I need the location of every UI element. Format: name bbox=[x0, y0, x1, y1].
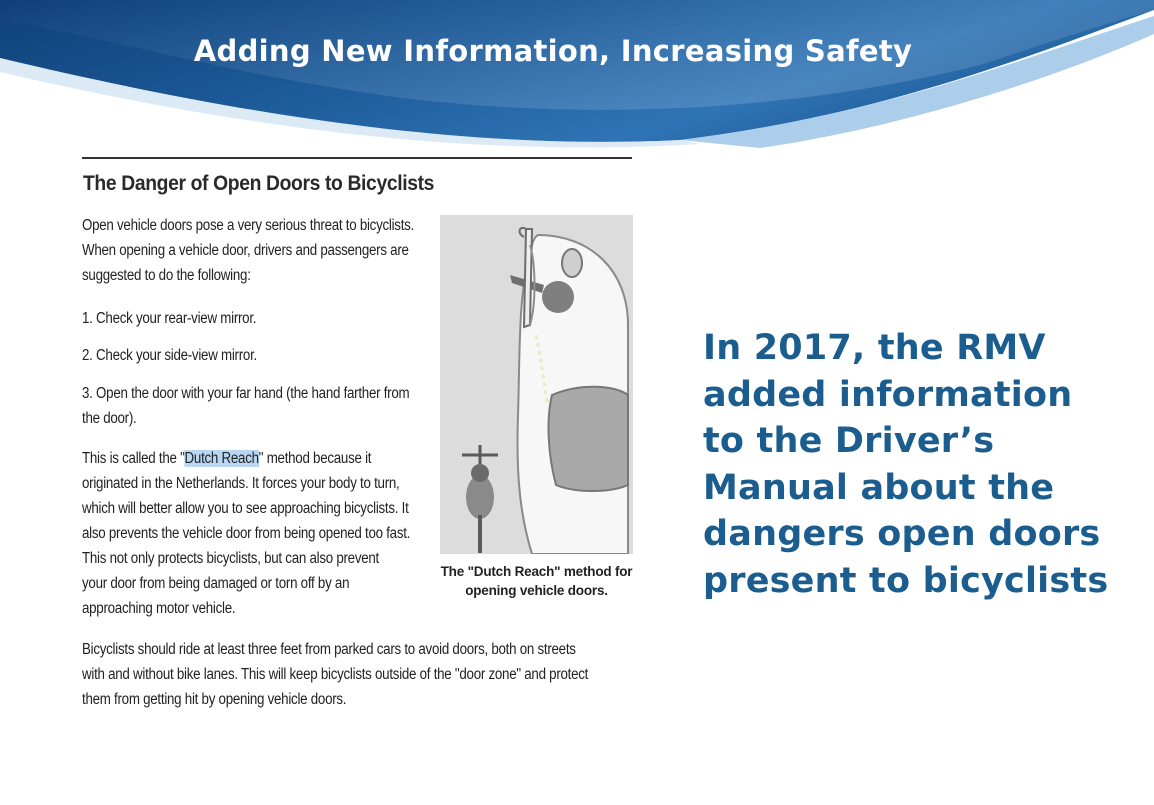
dutch-reach-illustration-icon bbox=[440, 215, 633, 554]
step-3-continued: the door). bbox=[82, 410, 137, 427]
explanation-first-line bbox=[82, 446, 371, 471]
callout-text: In 2017, the RMV added information to the Driver’s Manual about the dangers open doors present to bicyclists bbox=[703, 328, 1109, 601]
header-banner bbox=[0, 0, 1154, 150]
slide-title: Adding New Information, Increasing Safety bbox=[193, 34, 913, 68]
explanation-line: your door from being damaged or torn off by an bbox=[82, 575, 350, 592]
explanation-prefix: This is called the " bbox=[82, 450, 185, 467]
explanation-line: originated in the Netherlands. It forces your body to turn, bbox=[82, 475, 400, 492]
step-1: 1. Check your rear-view mirror. bbox=[82, 310, 257, 327]
section-heading: The Danger of Open Doors to Bicyclists bbox=[83, 172, 435, 195]
closing-line: them from getting hit by opening vehicle doors. bbox=[82, 691, 347, 708]
figure-caption: The "Dutch Reach" method for opening vehicle doors. bbox=[440, 564, 633, 598]
step-2: 2. Check your side-view mirror. bbox=[82, 347, 257, 364]
step-3: 3. Open the door with your far hand (the hand farther from bbox=[82, 385, 410, 402]
top-divider bbox=[82, 157, 632, 159]
intro-line: suggested to do the following: bbox=[82, 267, 251, 284]
explanation-suffix: " method because it bbox=[258, 450, 372, 467]
intro-line: When opening a vehicle door, drivers and passengers are bbox=[82, 242, 409, 259]
explanation-line: approaching motor vehicle. bbox=[82, 600, 236, 617]
closing-line: with and without bike lanes. This will keep bicyclists outside of the "door zone" and protect bbox=[82, 666, 589, 683]
explanation-line: also prevents the vehicle door from being opened too fast. bbox=[82, 525, 411, 542]
intro-line: Open vehicle doors pose a very serious threat to bicyclists. bbox=[82, 217, 415, 234]
closing-line: Bicyclists should ride at least three feet from parked cars to avoid doors, both on streets bbox=[82, 641, 576, 658]
dutch-reach-highlight: Dutch Reach bbox=[184, 450, 259, 467]
explanation-line: which will better allow you to see approaching bicyclists. It bbox=[82, 500, 409, 517]
explanation-line: This not only protects bicyclists, but can also prevent bbox=[82, 550, 379, 567]
manual-excerpt bbox=[82, 157, 632, 737]
